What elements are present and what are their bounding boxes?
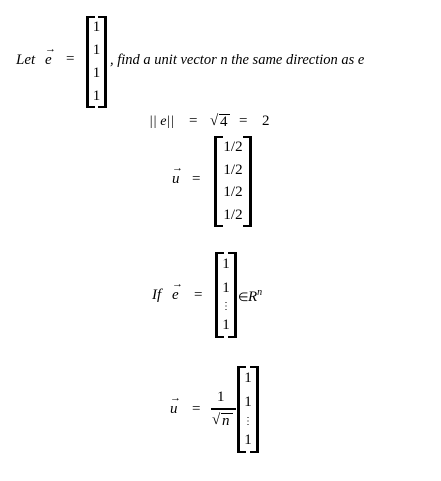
e-vector-symbol: → e (45, 43, 56, 68)
fraction-numerator: 1 (217, 389, 225, 405)
matrix-entry: 1 (222, 317, 230, 334)
u-vector-symbol: → u (172, 162, 183, 187)
e-general-column-vector (215, 252, 237, 338)
u-general-column-vector (237, 366, 259, 453)
matrix-entry: 1 (92, 65, 101, 81)
vector-arrow-icon: → (45, 43, 56, 55)
vector-arrow-icon: → (172, 278, 183, 290)
radicand: 4 (220, 114, 228, 130)
matrix-entry: 1 (244, 432, 252, 449)
sqrt-symbol: √ (210, 113, 219, 129)
vector-arrow-icon: → (172, 162, 183, 174)
equals-sign: = (192, 171, 201, 187)
equals-sign: = (189, 113, 198, 129)
radicand: n (222, 413, 230, 429)
equals-sign: = (66, 51, 75, 67)
e-vector-symbol: → e (172, 278, 183, 303)
let-label: Let (16, 52, 36, 68)
norm-lhs: || e|| (149, 114, 175, 129)
matrix-entry: 1/2 (223, 207, 243, 224)
matrix-entry: 1 (92, 88, 101, 104)
vertical-ellipsis: ⋮ (243, 416, 253, 428)
equals-sign: = (239, 113, 248, 129)
vertical-ellipsis: ⋮ (221, 301, 231, 313)
equals-sign: = (194, 287, 203, 303)
matrix-entry: 1 (244, 369, 252, 386)
problem-statement: , find a unit vector n the same direction as e (110, 52, 365, 68)
matrix-entry: 1/2 (223, 138, 243, 155)
element-of-symbol: ∈ (238, 290, 249, 304)
equals-sign: = (192, 401, 201, 417)
dimension-exponent: n (257, 287, 263, 298)
matrix-entry: 1/2 (223, 161, 243, 178)
matrix-entry: 1/2 (223, 184, 243, 201)
real-space: $R^n$ (248, 287, 263, 305)
u-column-vector (214, 136, 252, 227)
sqrt-symbol: √ (212, 412, 221, 428)
matrix-entry: 1 (222, 280, 230, 297)
matrix-entry: 1 (92, 19, 101, 35)
matrix-entry: 1 (222, 255, 230, 272)
fraction-bar (211, 408, 236, 410)
matrix-entry: 1 (244, 394, 252, 411)
if-label: If (152, 287, 162, 303)
e-column-vector (86, 16, 107, 108)
u-vector-symbol: → u (170, 392, 181, 417)
vector-arrow-icon: → (170, 392, 181, 404)
matrix-entry: 1 (92, 42, 101, 58)
norm-result: 2 (262, 113, 270, 129)
